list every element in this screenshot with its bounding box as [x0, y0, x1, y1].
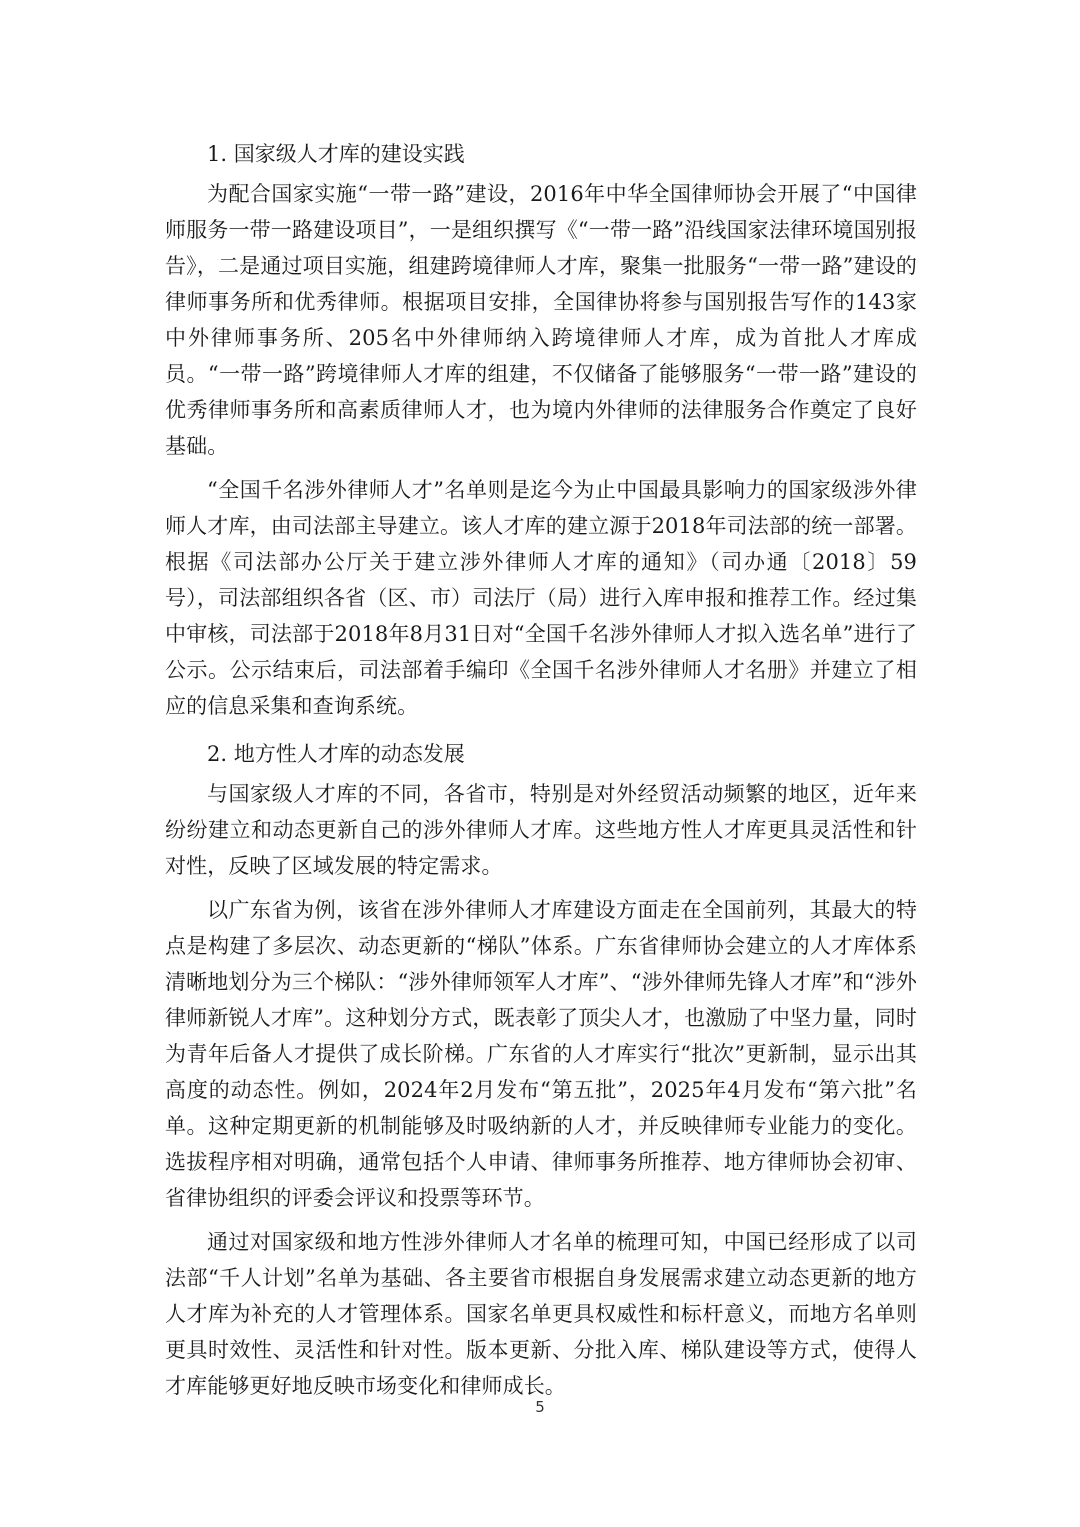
paragraph: “全国千名涉外律师人才”名单则是迄今为止中国最具影响力的国家级涉外律师人才库，由司法部主导建立。该人才库的建立源于2018年司法部的统一部署。根据《司法部办公厅关于建立涉外律师人才库的通知》（司办通〔2018〕59号），司法部组织各省（区、市）司法厅（局）进行入库申报和推荐工作。经过集中审核，司法部于2018年8月31日对“全国千名涉外律师人才拟入选名单”进行了公示。公示结束后，司法部着手编印《全国千名涉外律师人才名册》并建立了相应的信息采集和查询系统。 [165, 478, 917, 718]
document-body [165, 132, 917, 1412]
paragraph: 以广东省为例，该省在涉外律师人才库建设方面走在全国前列，其最大的特点是构建了多层次、动态更新的“梯队”体系。广东省律师协会建立的人才库体系清晰地划分为三个梯队：“涉外律师领军人才库”、“涉外律师先锋人才库”和“涉外律师新锐人才库”。这种划分方式，既表彰了顶尖人才，也激励了中坚力量，同时为青年后备人才提供了成长阶梯。广东省的人才库实行“批次”更新制，显示出其高度的动态性。例如，2024年2月发布“第五批”，2025年4月发布“第六批”名单。这种定期更新的机制能够及时吸纳新的人才，并反映律师专业能力的变化。选拔程序相对明确，通常包括个人申请、律师事务所推荐、地方律师协会初审、省律协组织的评委会评议和投票等环节。 [165, 898, 917, 1210]
page-number: 5 [535, 1398, 545, 1416]
paragraph: 通过对国家级和地方性涉外律师人才名单的梳理可知，中国已经形成了以司法部“千人计划”名单为基础、各主要省市根据自身发展需求建立动态更新的地方人才库为补充的人才管理体系。国家名单更具权威性和标杆意义，而地方名单则更具时效性、灵活性和针对性。版本更新、分批入库、梯队建设等方式，使得人才库能够更好地反映市场变化和律师成长。 [165, 1230, 917, 1398]
paragraph: 为配合国家实施“一带一路”建设，2016年中华全国律师协会开展了“中国律师服务一带一路建设项目”，一是组织撰写《“一带一路”沿线国家法律环境国别报告》，二是通过项目实施，组建跨境律师人才库，聚集一批服务“一带一路”建设的律师事务所和优秀律师。根据项目安排，全国律协将参与国别报告写作的143家中外律师事务所、205名中外律师纳入跨境律师人才库，成为首批人才库成员。“一带一路”跨境律师人才库的组建，不仅储备了能够服务“一带一路”建设的优秀律师事务所和高素质律师人才，也为境内外律师的法律服务合作奠定了良好基础。 [165, 182, 917, 458]
section-heading-1: 1. 国家级人才库的建设实践 [207, 142, 465, 166]
section-heading-2: 2. 地方性人才库的动态发展 [207, 742, 465, 766]
paragraph: 与国家级人才库的不同，各省市，特别是对外经贸活动频繁的地区，近年来纷纷建立和动态更新自己的涉外律师人才库。这些地方性人才库更具灵活性和针对性，反映了区域发展的特定需求。 [165, 782, 917, 878]
